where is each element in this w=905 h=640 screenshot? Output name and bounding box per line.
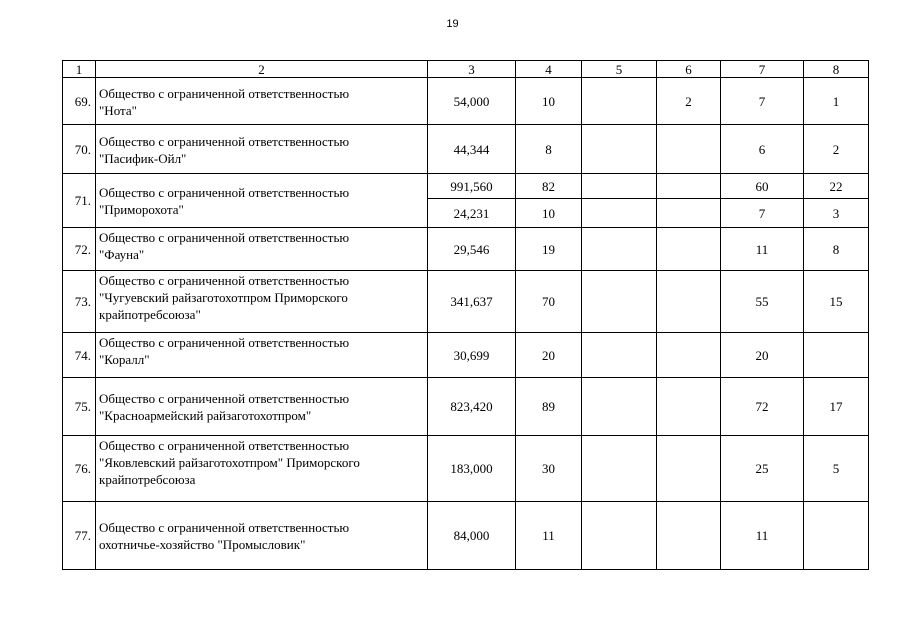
- cell-col-4: 8: [516, 125, 582, 174]
- column-header-6: 6: [657, 61, 721, 78]
- cell-col-6: [657, 174, 721, 199]
- cell-col-4: 19: [516, 228, 582, 271]
- organization-name: Общество с ограниченной ответственностью "Коралл": [96, 333, 428, 378]
- cell-col-3: 29,546: [428, 228, 516, 271]
- cell-col-8: 3: [804, 199, 869, 228]
- row-number: 76.: [63, 436, 96, 502]
- column-header-3: 3: [428, 61, 516, 78]
- cell-col-3: 30,699: [428, 333, 516, 378]
- cell-col-3: 24,231: [428, 199, 516, 228]
- cell-col-6: [657, 199, 721, 228]
- cell-col-3: 54,000: [428, 78, 516, 125]
- organization-name: Общество с ограниченной ответственностью "Приморохота": [96, 174, 428, 228]
- cell-col-8: 2: [804, 125, 869, 174]
- cell-col-6: [657, 502, 721, 570]
- table-row-76: [63, 436, 869, 502]
- cell-col-8: 1: [804, 78, 869, 125]
- column-header-2: 2: [96, 61, 428, 78]
- row-number: 71.: [63, 174, 96, 228]
- cell-col-6: [657, 378, 721, 436]
- cell-col-3: 991,560: [428, 174, 516, 199]
- cell-col-3: 341,637: [428, 271, 516, 333]
- cell-col-7: 11: [721, 228, 804, 271]
- organization-name: Общество с ограниченной ответственностью "Пасифик-Ойл": [96, 125, 428, 174]
- cell-col-3: 44,344: [428, 125, 516, 174]
- organization-name: Общество с ограниченной ответственностью "Красноармейский райзаготохотпром": [96, 378, 428, 436]
- cell-col-4: 82: [516, 174, 582, 199]
- organization-name: Общество с ограниченной ответственностью охотничье-хозяйство "Промысловик": [96, 502, 428, 570]
- table-row-70: [63, 125, 869, 174]
- cell-col-8: 5: [804, 436, 869, 502]
- cell-col-4: 10: [516, 199, 582, 228]
- cell-col-7: 6: [721, 125, 804, 174]
- cell-col-4: 10: [516, 78, 582, 125]
- row-number: 74.: [63, 333, 96, 378]
- cell-col-3: 823,420: [428, 378, 516, 436]
- cell-col-3: 84,000: [428, 502, 516, 570]
- row-number: 73.: [63, 271, 96, 333]
- column-header-7: 7: [721, 61, 804, 78]
- cell-col-4: 30: [516, 436, 582, 502]
- column-header-1: 1: [63, 61, 96, 78]
- cell-col-8: [804, 502, 869, 570]
- cell-col-3: 183,000: [428, 436, 516, 502]
- table-row-72: [63, 228, 869, 271]
- cell-col-7: 7: [721, 199, 804, 228]
- row-number: 72.: [63, 228, 96, 271]
- cell-col-8: 17: [804, 378, 869, 436]
- table-row-69: [63, 78, 869, 125]
- row-number: 75.: [63, 378, 96, 436]
- registry-table: [62, 60, 869, 570]
- cell-col-5: [582, 271, 657, 333]
- cell-col-6: [657, 333, 721, 378]
- organization-name: Общество с ограниченной ответственностью "Яковлевский райзаготохотпром" Приморского крайпотребсоюза: [96, 436, 428, 502]
- cell-col-8: 22: [804, 174, 869, 199]
- page-number: 19: [446, 18, 459, 30]
- organization-name: Общество с ограниченной ответственностью "Нота": [96, 78, 428, 125]
- cell-col-4: 20: [516, 333, 582, 378]
- cell-col-5: [582, 228, 657, 271]
- table-row-77: [63, 502, 869, 570]
- cell-col-7: 20: [721, 333, 804, 378]
- table-row-71: [63, 174, 869, 199]
- cell-col-6: [657, 125, 721, 174]
- table-row-73: [63, 271, 869, 333]
- cell-col-6: [657, 436, 721, 502]
- table-row-75: [63, 378, 869, 436]
- column-number-header: [63, 61, 869, 78]
- cell-col-4: 70: [516, 271, 582, 333]
- cell-col-5: [582, 125, 657, 174]
- row-number: 77.: [63, 502, 96, 570]
- cell-col-8: 15: [804, 271, 869, 333]
- cell-col-7: 11: [721, 502, 804, 570]
- cell-col-7: 25: [721, 436, 804, 502]
- cell-col-7: 60: [721, 174, 804, 199]
- cell-col-7: 7: [721, 78, 804, 125]
- table-row-74: [63, 333, 869, 378]
- cell-col-5: [582, 199, 657, 228]
- cell-col-7: 72: [721, 378, 804, 436]
- cell-col-8: 8: [804, 228, 869, 271]
- cell-col-8: [804, 333, 869, 378]
- cell-col-4: 11: [516, 502, 582, 570]
- cell-col-6: [657, 228, 721, 271]
- cell-col-5: [582, 174, 657, 199]
- column-header-4: 4: [516, 61, 582, 78]
- row-number: 69.: [63, 78, 96, 125]
- row-number: 70.: [63, 125, 96, 174]
- cell-col-4: 89: [516, 378, 582, 436]
- cell-col-5: [582, 378, 657, 436]
- organization-name: Общество с ограниченной ответственностью "Чугуевский райзаготохотпром Приморского крайпотребсоюза": [96, 271, 428, 333]
- cell-col-6: [657, 271, 721, 333]
- cell-col-5: [582, 78, 657, 125]
- cell-col-6: 2: [657, 78, 721, 125]
- column-header-8: 8: [804, 61, 869, 78]
- cell-col-5: [582, 436, 657, 502]
- cell-col-7: 55: [721, 271, 804, 333]
- cell-col-5: [582, 333, 657, 378]
- cell-col-5: [582, 502, 657, 570]
- column-header-5: 5: [582, 61, 657, 78]
- organization-name: Общество с ограниченной ответственностью "Фауна": [96, 228, 428, 271]
